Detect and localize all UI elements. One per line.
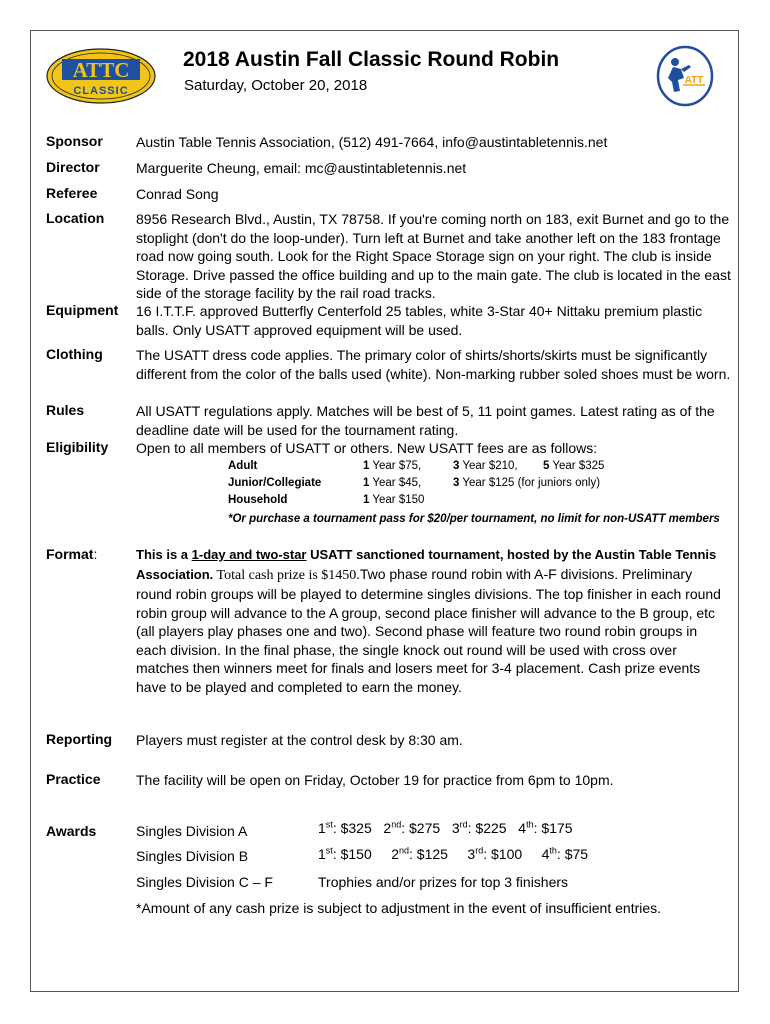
location-label: Location [46,210,105,226]
page-title: 2018 Austin Fall Classic Round Robin [183,48,560,71]
fee-cell: 3 Year $210, [453,460,518,472]
rules-value: All USATT regulations apply. Matches will be best of 5, 11 point games. Latest rating as of the deadline date will be used for the tournament rating. [136,403,715,438]
division-b-name: Singles Division B [136,848,249,864]
event-date: Saturday, October 20, 2018 [184,77,368,94]
fee-type: Adult [228,460,258,472]
division-a-name: Singles Division A [136,823,248,839]
eligibility-label: Eligibility [46,439,109,455]
tournament-pass-note: *Or purchase a tournament pass for $20/per tournament, no limit for non-USATT members [228,513,720,525]
fee-cell: 1 Year $45, [363,477,422,489]
location-value: 8956 Research Blvd., Austin, TX 78758. If you're coming north on 183, exit Burnet and go to the stoplight (don't do the loop-under). Turn left at Burnet and take another left on the 183 frontage road now going south. Look for the Right Space Storage sign on your right. The club is inside Storage. Drive passed the office building and up to the main gate. The club is located in the east side of the storage facility by the rail road tracks. [136,211,731,301]
reporting-value: Players must register at the control desk by 8:30 am. [136,732,463,748]
referee-label: Referee [46,185,98,201]
format-value: This is a 1-day and two-star USATT sanctioned tournament, hosted by the Austin Table Tennis Association. Total cash prize is $1450.Two phase round robin with A-F divisions. Preliminary round robin groups will be played to determine singles divisions. The top finisher in each round robin group will advance to the A group, second place finisher will advance to the B group, etc (all players play phases one and two). Second phase will feature two round robin groups in each division. In the final phase, the single knock out round will be used with cross over matches then winners meet for finals and losers meet for 3-4 placement. Cash prize events have to be played and completed to earn the money. [136,547,721,695]
attc-classic-logo [46,48,156,109]
referee-value: Conrad Song [136,186,219,202]
fee-cell: 1 Year $75, [363,460,422,472]
att-player-logo [656,45,714,112]
reporting-label: Reporting [46,731,113,747]
rules-label: Rules [46,402,85,418]
equipment-value: 16 I.T.T.F. approved Butterfly Centerfold 25 tables, white 3-Star 40+ Nittaku premium plastic balls. Only USATT approved equipment will be used. [136,303,703,338]
practice-value: The facility will be open on Friday, October 19 for practice from 6pm to 10pm. [136,772,614,788]
format-label: Format: [46,546,98,562]
fee-cell: 3 Year $125 (for juniors only) [453,477,601,489]
eligibility-value: Open to all members of USATT or others. New USATT fees are as follows: [136,440,598,456]
svg-text:ATTC: ATTC [72,58,130,82]
sponsor-value: Austin Table Tennis Association, (512) 491-7664, info@austintabletennis.net [136,134,608,150]
director-label: Director [46,159,100,175]
cash-prize-note: *Amount of any cash prize is subject to adjustment in the event of insufficient entries. [136,900,662,916]
director-value: Marguerite Cheung, email: mc@austintabletennis.net [136,160,467,176]
sponsor-label: Sponsor [46,133,103,149]
svg-text:CLASSIC: CLASSIC [73,85,129,97]
division-c-f-prizes: Trophies and/or prizes for top 3 finishers [318,874,569,890]
clothing-label: Clothing [46,346,103,362]
svg-text:ATT: ATT [684,75,704,86]
division-b-prizes: 1st: $150 2nd: $125 3rd: $100 4th: $75 [318,845,589,862]
fee-cell: 5 Year $325 [543,460,605,472]
division-a-prizes: 1st: $325 2nd: $275 3rd: $225 4th: $175 [318,819,573,836]
clothing-value: The USATT dress code applies. The primary color of shirts/shorts/skirts must be significantly different from the color of the balls used (white). Non-marking rubber soled shoes must be worn. [136,347,731,382]
fee-cell: 1 Year $150 [363,494,425,506]
practice-label: Practice [46,771,101,787]
awards-label: Awards [46,823,97,839]
equipment-label: Equipment [46,302,119,318]
division-c-f-name: Singles Division C – F [136,874,273,890]
fee-type: Junior/Collegiate [228,477,322,489]
fee-type: Household [228,494,288,506]
